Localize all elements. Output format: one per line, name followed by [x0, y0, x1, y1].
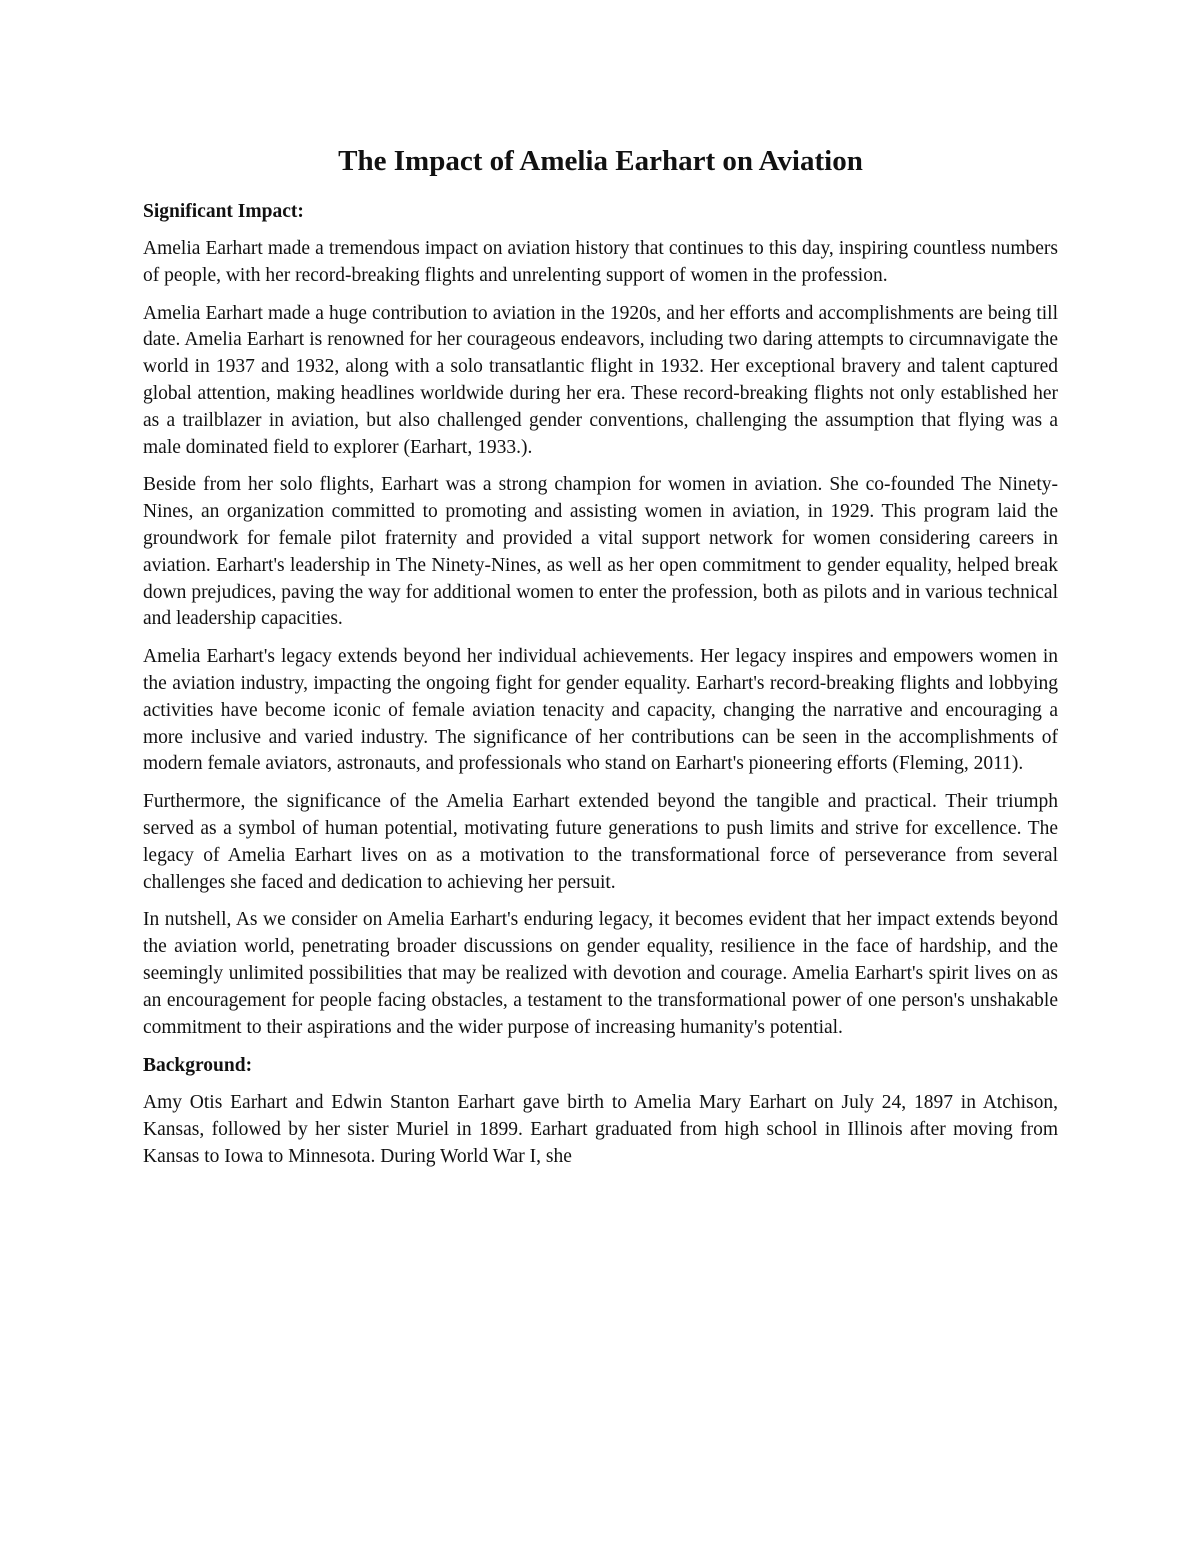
paragraph: Amelia Earhart's legacy extends beyond her individual achievements. Her legacy inspires and empowers women in the aviation industry, impacting the ongoing fight for gender equality. Earhart's record-breaking flights and lobbying activities have become iconic of female aviation tenacity and capacity, changing the narrative and encouraging a more inclusive and varied industry. The significance of her contributions can be seen in the accomplishments of modern female aviators, astronauts, and professionals who stand on Earhart's pioneering efforts (Fleming, 2011). — [143, 646, 1058, 775]
paragraph: Furthermore, the significance of the Amelia Earhart extended beyond the tangible and practical. Their triumph served as a symbol of human potential, motivating future generations to push limits and strive for excellence. The legacy of Amelia Earhart lives on as a motivation to the transformational force of perseverance from several challenges she faced and dedication to achieving her persuit. — [143, 791, 1058, 893]
paragraph: Beside from her solo flights, Earhart was a strong champion for women in aviation. She co-founded The Ninety-Nines, an organization committed to promoting and assisting women in aviation, in 1929. This program laid the groundwork for female pilot fraternity and provided a vital support network for women considering careers in aviation. Earhart's leadership in The Ninety-Nines, as well as her open commitment to gender equality, helped break down prejudices, paving the way for additional women to enter the profession, both as pilots and in various technical and leadership capacities. — [143, 474, 1058, 630]
section-background — [143, 1052, 1058, 1170]
section-heading: Significant Impact: — [143, 201, 304, 222]
paragraph: In nutshell, As we consider on Amelia Earhart's enduring legacy, it becomes evident that her impact extends beyond the aviation world, penetrating broader discussions on gender equality, resilience in the face of hardship, and the seemingly unlimited possibilities that may be realized with devotion and courage. Amelia Earhart's spirit lives on as an encouragement for people facing obstacles, a testament to the transformational power of one person's unshakable commitment to their aspirations and the wider purpose of increasing humanity's potential. — [143, 909, 1058, 1038]
paragraph: Amelia Earhart made a tremendous impact on aviation history that continues to this day, inspiring countless numbers of people, with her record-breaking flights and unrelenting support of women in the profession. — [143, 238, 1058, 286]
document-title: The Impact of Amelia Earhart on Aviation — [338, 145, 863, 177]
paragraph: Amy Otis Earhart and Edwin Stanton Earhart gave birth to Amelia Mary Earhart on July 24, 1897 in Atchison, Kansas, followed by her sister Muriel in 1899. Earhart graduated from high school in Illinois after moving from Kansas to Iowa to Minnesota. During World War I, she — [143, 1092, 1058, 1167]
section-significant-impact — [143, 198, 1058, 1041]
section-heading: Background: — [143, 1055, 253, 1077]
paragraph: Amelia Earhart made a huge contribution to aviation in the 1920s, and her efforts and accomplishments are being till date. Amelia Earhart is renowned for her courageous endeavors, including two daring attempts to circumnavigate the world in 1937 and 1932, along with a solo transatlantic flight in 1932. Her exceptional bravery and talent captured global attention, making headlines worldwide during her era. These record-breaking flights not only established her as a trailblazer in aviation, but also challenged gender conventions, challenging the assumption that flying was a male dominated field to explorer (Earhart, 1933.). — [143, 302, 1058, 458]
document-body — [143, 142, 1058, 1182]
